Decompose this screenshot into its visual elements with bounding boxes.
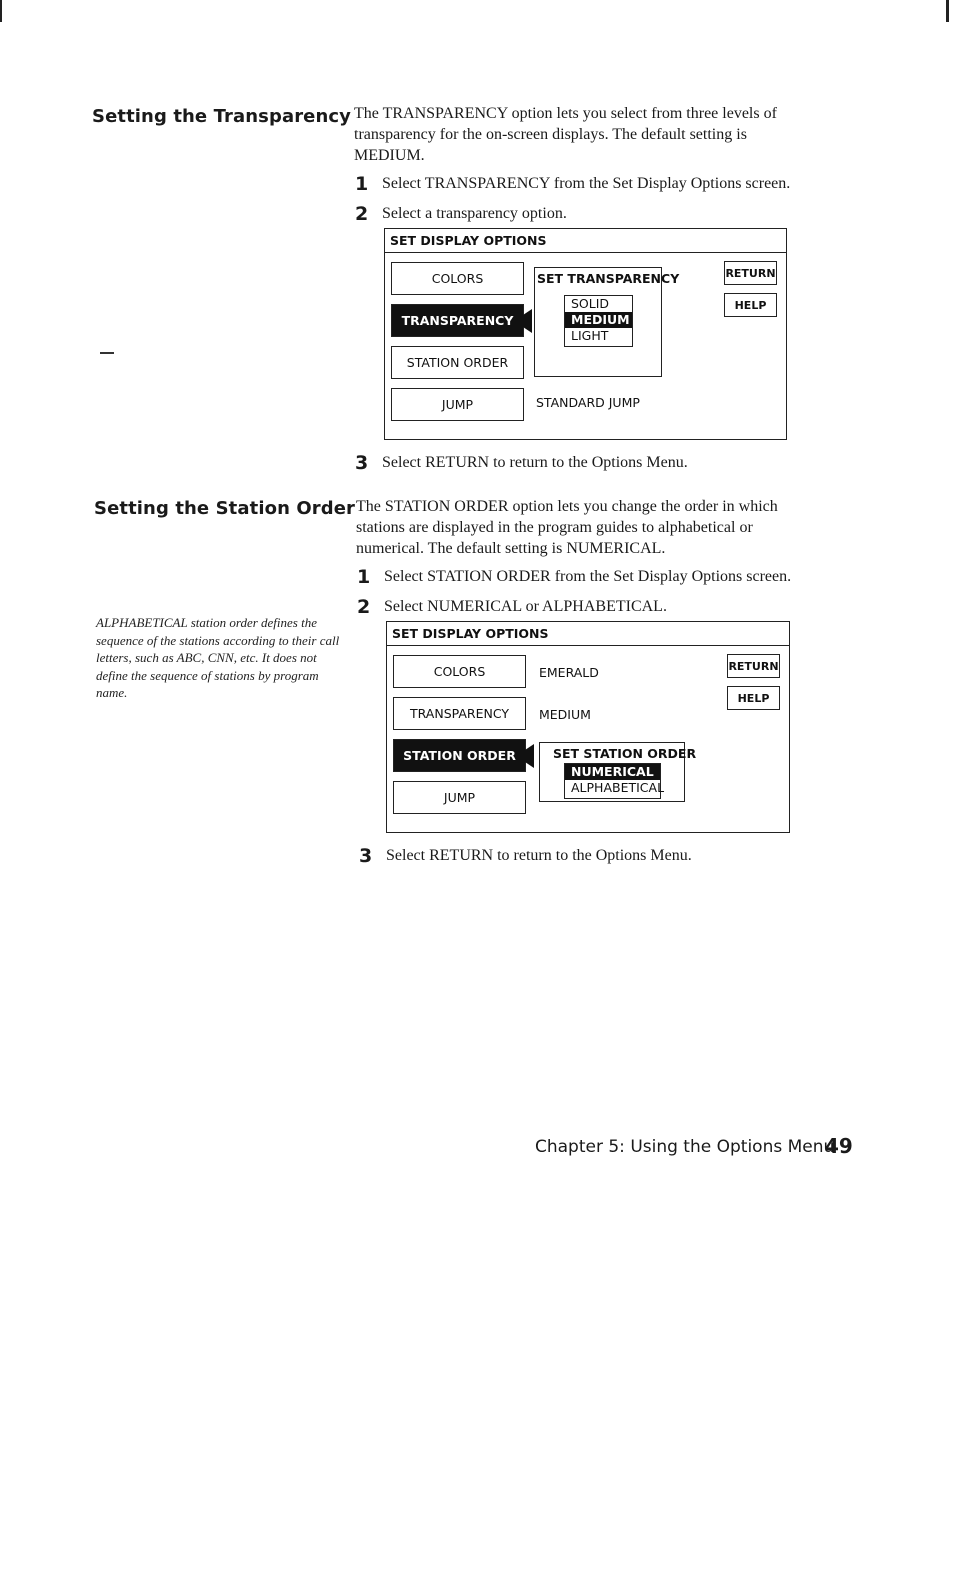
step-number: 3 xyxy=(355,452,369,474)
popup-title: SET STATION ORDER xyxy=(553,746,697,761)
step-number: 1 xyxy=(357,566,371,588)
step-text: Select TRANSPARENCY from the Set Display Options screen. xyxy=(382,175,791,192)
menu-colors-button[interactable]: COLORS xyxy=(393,655,526,688)
page-number: 49 xyxy=(825,1134,853,1158)
step-text: Select STATION ORDER from the Set Display Options screen. xyxy=(384,568,792,585)
step-text: Select RETURN to return to the Options Menu. xyxy=(382,454,688,471)
display-options-screen-transparency xyxy=(384,228,787,440)
option-light[interactable]: LIGHT xyxy=(571,328,609,343)
option-solid[interactable]: SOLID xyxy=(571,296,610,311)
page-edge-mark-left xyxy=(0,0,2,22)
return-button[interactable]: RETURN xyxy=(724,261,777,285)
step-text: Select a transparency option. xyxy=(382,205,567,222)
stray-mark xyxy=(100,352,114,354)
menu-jump-button[interactable]: JUMP xyxy=(393,781,526,814)
option-alphabetical[interactable]: ALPHABETICAL xyxy=(571,780,665,795)
alphabetical-side-note: ALPHABETICAL station order defines the sequence of the stations according to their call letters, such as ABC, CNN, etc. It does not define the sequence of stations by program name. xyxy=(96,615,340,700)
station-order-intro: The STATION ORDER option lets you change the order in which stations are displayed in the program guides to alphabetical or numerical. The default setting is NUMERICAL. xyxy=(356,498,778,557)
menu-station-order-button[interactable]: STATION ORDER xyxy=(391,346,524,379)
option-medium[interactable]: MEDIUM xyxy=(565,312,632,328)
popup-title: SET TRANSPARENCY xyxy=(537,271,680,286)
transparency-option-list xyxy=(564,295,633,347)
menu-transparency-button[interactable]: TRANSPARENCY xyxy=(391,304,524,337)
section-heading-station-order: Setting the Station Order xyxy=(94,498,355,519)
menu-jump-button[interactable]: JUMP xyxy=(391,388,524,421)
set-transparency-popup xyxy=(534,267,680,377)
menu-colors-button[interactable]: COLORS xyxy=(391,262,524,295)
selection-arrow-icon xyxy=(514,309,532,333)
help-button[interactable]: HELP xyxy=(724,293,777,317)
return-button[interactable]: RETURN xyxy=(727,654,780,678)
help-button[interactable]: HELP xyxy=(727,686,780,710)
page-edge-mark-right xyxy=(946,0,949,22)
step-text: Select RETURN to return to the Options Menu. xyxy=(386,847,692,864)
screen-title: SET DISPLAY OPTIONS xyxy=(387,622,789,646)
step-number: 2 xyxy=(355,203,369,225)
section-heading-transparency: Setting the Transparency xyxy=(92,106,351,127)
set-station-order-popup xyxy=(539,742,697,802)
step-number: 1 xyxy=(355,173,369,195)
selection-arrow-icon xyxy=(516,744,534,768)
step-number: 2 xyxy=(357,596,371,618)
option-numerical[interactable]: NUMERICAL xyxy=(565,764,660,780)
menu-station-order-button[interactable]: STATION ORDER xyxy=(393,739,526,772)
display-options-screen-station-order xyxy=(386,621,790,833)
jump-value: STANDARD JUMP xyxy=(536,395,640,410)
transparency-value: MEDIUM xyxy=(539,707,591,722)
transparency-intro: The TRANSPARENCY option lets you select from three levels of transparency for the on-screen displays. The default setting is MEDIUM. xyxy=(354,105,777,164)
step-text: Select NUMERICAL or ALPHABETICAL. xyxy=(384,598,667,615)
chapter-footer: Chapter 5: Using the Options Menu xyxy=(535,1137,835,1157)
menu-transparency-button[interactable]: TRANSPARENCY xyxy=(393,697,526,730)
colors-value: EMERALD xyxy=(539,665,599,680)
screen-title: SET DISPLAY OPTIONS xyxy=(385,229,786,253)
step-number: 3 xyxy=(359,845,373,867)
station-order-option-list xyxy=(564,763,665,799)
